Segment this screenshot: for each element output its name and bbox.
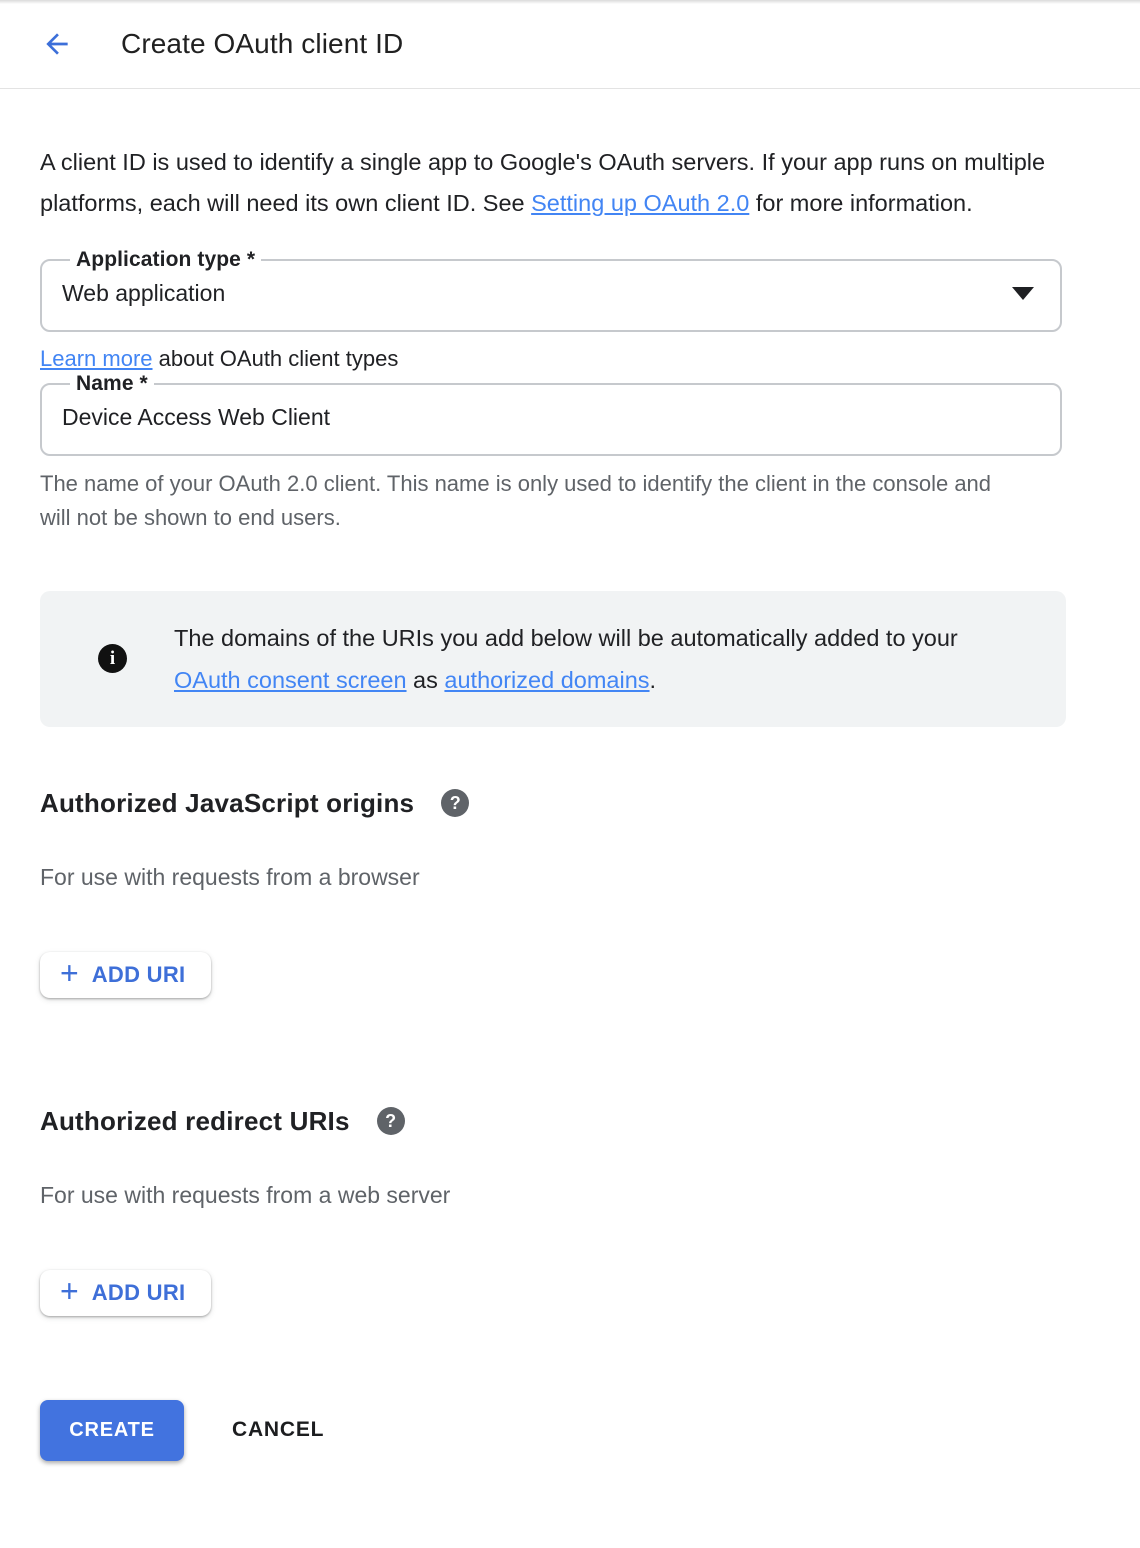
add-uri-label: ADD URI — [91, 1279, 186, 1305]
info-banner — [40, 591, 1066, 727]
info-icon: i — [98, 644, 127, 673]
setting-up-oauth-link[interactable]: Setting up OAuth 2.0 — [531, 190, 750, 216]
application-type-select[interactable] — [62, 274, 1036, 308]
intro-paragraph — [40, 142, 1058, 224]
name-field — [40, 372, 1062, 456]
learn-more-line — [40, 346, 1140, 372]
info-banner-text — [174, 617, 998, 701]
cancel-button[interactable]: CANCEL — [232, 1410, 324, 1450]
application-type-value: Web application — [62, 280, 226, 306]
authorized-redirect-uris-section — [40, 1106, 1140, 1316]
js-origins-heading-row — [40, 788, 1140, 819]
redirect-uris-heading: Authorized redirect URIs — [40, 1105, 350, 1136]
js-origins-heading: Authorized JavaScript origins — [40, 787, 415, 818]
info-text-middle: as — [406, 666, 445, 693]
arrow-back-icon — [41, 28, 73, 60]
application-type-field — [40, 248, 1062, 332]
info-text-before: The domains of the URIs you add below will be automatically added to your — [174, 624, 958, 651]
authorized-js-origins-section — [40, 788, 1140, 998]
create-button[interactable]: CREATE — [40, 1400, 184, 1461]
learn-more-link[interactable]: Learn more — [40, 345, 153, 371]
page-header — [0, 0, 1140, 89]
add-uri-button-origins[interactable] — [40, 952, 211, 998]
form-actions — [40, 1400, 1140, 1461]
dropdown-arrow-icon — [1012, 287, 1034, 300]
js-origins-description: For use with requests from a browser — [40, 863, 420, 890]
help-icon[interactable]: ? — [377, 1107, 405, 1135]
name-label: Name * — [76, 371, 148, 395]
learn-more-rest: about OAuth client types — [152, 345, 399, 371]
authorized-domains-link[interactable]: authorized domains — [444, 666, 650, 693]
redirect-uris-description: For use with requests from a web server — [40, 1181, 451, 1208]
plus-icon: + — [60, 955, 79, 991]
add-uri-label: ADD URI — [91, 961, 186, 987]
name-input[interactable] — [62, 398, 1036, 432]
redirect-uris-heading-row — [40, 1106, 1140, 1137]
oauth-consent-screen-link[interactable]: OAuth consent screen — [174, 666, 407, 693]
intro-text-before: A client ID is used to identify a single app to Google's OAuth servers. If your app runs on multiple platforms, each will need its own client ID. See — [40, 149, 1046, 216]
name-value: Device Access Web Client — [62, 404, 331, 430]
back-button[interactable] — [40, 27, 74, 61]
application-type-label: Application type * — [76, 247, 256, 271]
add-uri-button-redirect[interactable] — [40, 1270, 211, 1316]
main-content — [0, 142, 1140, 1461]
intro-text-after: for more information. — [749, 190, 973, 216]
page-title: Create OAuth client ID — [121, 28, 404, 59]
plus-icon: + — [60, 1273, 79, 1309]
help-icon[interactable]: ? — [441, 789, 469, 817]
name-helper-text: The name of your OAuth 2.0 client. This name is only used to identify the client in the console and will not be shown to end users. — [40, 470, 992, 530]
info-text-after: . — [649, 666, 657, 693]
